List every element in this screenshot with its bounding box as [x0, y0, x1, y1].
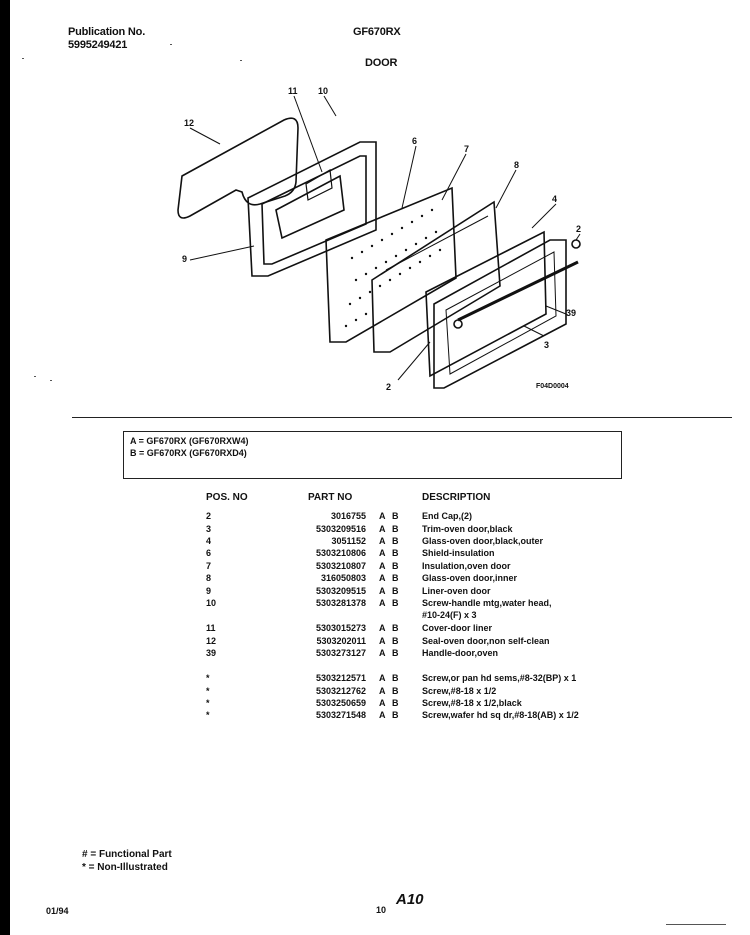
table-row: * 5303271548 A B Screw,wafer hd sq dr,#8-18(AB) x 1/2 [206, 710, 579, 720]
callout-10: 10 [318, 86, 329, 96]
scan-speck [22, 58, 24, 59]
callout-8: 8 [514, 160, 520, 170]
scan-speck [34, 376, 36, 377]
table-row: 4 3051152 A B Glass-oven door,black,outer [206, 536, 544, 546]
table-row: * 5303250659 A B Screw,#8-18 x 1/2,black [206, 698, 522, 708]
legend-functional: # = Functional Part [82, 849, 172, 860]
callout-2-right: 2 [576, 224, 582, 234]
inner-glass-edge [386, 216, 488, 270]
insulation-shield-part [326, 188, 456, 342]
model-key-a: A = GF670RX (GF670RXW4) [130, 436, 249, 446]
table-row: 7 5303210807 A B Insulation,oven door [206, 561, 511, 571]
door-seal-part [178, 118, 298, 218]
callout-7: 7 [464, 144, 470, 154]
callout-9: 9 [182, 254, 188, 264]
table-row: 2 3016755 A B End Cap,(2) [206, 511, 473, 521]
exploded-door-diagram [10, 80, 750, 410]
publication-label: Publication No. [68, 26, 146, 38]
parts-list-page [10, 0, 750, 935]
legend-non-illustrated: * = Non-Illustrated [82, 862, 168, 873]
model-key-box [123, 431, 622, 479]
section-divider [72, 417, 732, 418]
table-row: 6 5303210806 A B Shield-insulation [206, 548, 495, 558]
callout-6: 6 [412, 136, 418, 146]
callout-3: 3 [544, 340, 550, 350]
table-row: 10 5303281378 A B Screw-handle mtg,water head, #10-24(F) x 3 [206, 598, 552, 620]
scan-speck [50, 380, 52, 381]
liner-cover-part [306, 170, 332, 200]
table-row: 11 5303015273 A B Cover-door liner [206, 623, 493, 633]
page-code: A10 [396, 891, 424, 908]
scan-speck [666, 924, 726, 925]
table-row: 3 5303209516 A B Trim-oven door,black [206, 524, 513, 534]
model-title: GF670RX [353, 26, 401, 38]
page-number: 10 [376, 905, 387, 915]
section-title: DOOR [365, 57, 398, 69]
callout-12: 12 [184, 118, 195, 128]
table-row: * 5303212762 A B Screw,#8-18 x 1/2 [206, 686, 497, 696]
header-part-no: PART NO [308, 492, 353, 503]
scan-speck [240, 60, 242, 61]
inner-glass-part [372, 202, 500, 352]
callout-39: 39 [566, 308, 577, 318]
publication-number: 5995249421 [68, 39, 128, 51]
table-row: 39 5303273127 A B Handle-door,oven [206, 648, 499, 658]
callout-4: 4 [552, 194, 558, 204]
header-pos-no: POS. NO [206, 492, 248, 503]
table-row: * 5303212571 A B Screw,or pan hd sems,#8-32(BP) x 1 [206, 673, 577, 683]
liner-window [276, 176, 344, 238]
table-row: 9 5303209515 A B Liner-oven door [206, 586, 491, 596]
table-row: 12 5303202011 A B Seal-oven door,non self-clean [206, 636, 550, 646]
callout-11: 11 [288, 86, 298, 96]
door-liner-part [248, 142, 376, 276]
header-description: DESCRIPTION [422, 492, 491, 503]
figure-id: F04D0004 [536, 383, 569, 390]
table-row: 8 316050803 A B Glass-oven door,inner [206, 573, 518, 583]
scan-speck [170, 44, 172, 45]
trim-inner-edge [446, 252, 556, 374]
model-key-b: B = GF670RX (GF670RXD4) [130, 448, 247, 458]
callout-2-left: 2 [386, 382, 392, 392]
end-cap-part [572, 240, 580, 248]
issue-date: 01/94 [46, 906, 69, 916]
end-cap-left-part [454, 320, 462, 328]
